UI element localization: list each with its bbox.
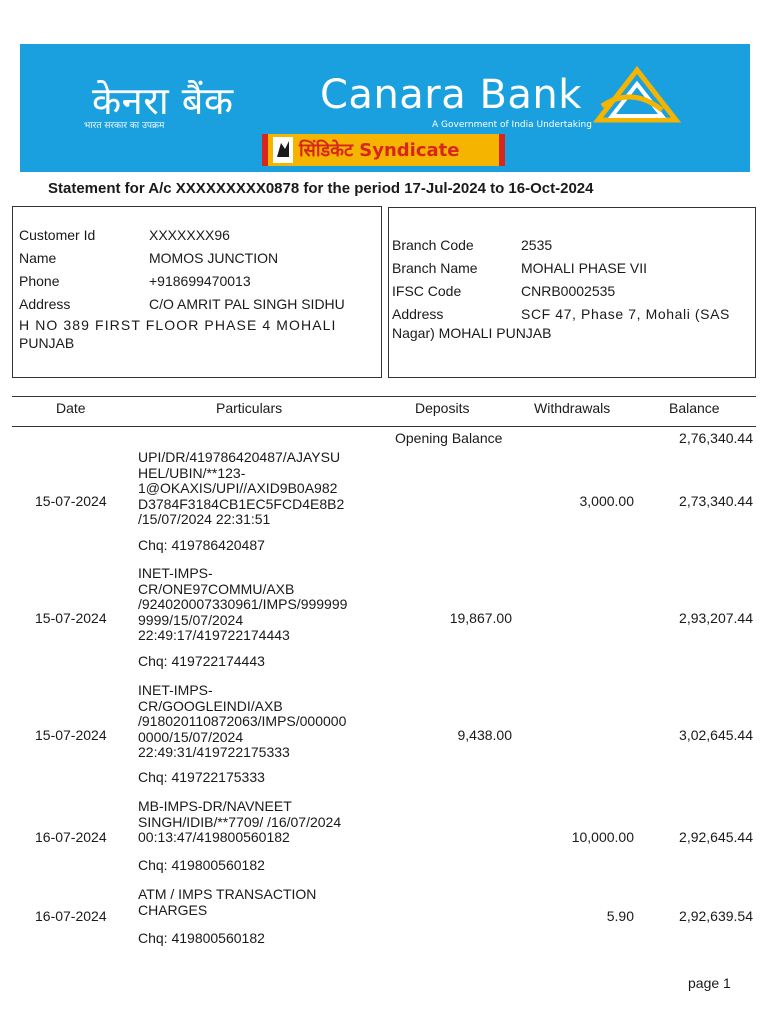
branch-info-box: [388, 207, 756, 378]
bank-tagline-english: A Government of India Undertaking: [432, 120, 592, 130]
row-balance: 2,93,207.44: [679, 610, 753, 626]
row-balance: 2,73,340.44: [679, 493, 753, 509]
customer-name-value: MOMOS JUNCTION: [149, 250, 279, 266]
row-date: 16-07-2024: [35, 908, 107, 924]
row-withdrawal: 10,000.00: [571, 829, 634, 845]
bank-name-hindi: केनरा बैंक: [92, 79, 234, 123]
row-balance: 2,92,645.44: [679, 829, 753, 845]
bank-tagline-hindi: भारत सरकार का उपक्रम: [84, 121, 165, 131]
row-date: 15-07-2024: [35, 727, 107, 743]
customer-address-label: Address: [19, 296, 71, 312]
row-cheque: Chq: 419800560182: [138, 930, 265, 946]
bank-name-english: Canara Bank: [320, 72, 582, 118]
row-date: 15-07-2024: [35, 493, 107, 509]
page-number: page 1: [688, 975, 731, 991]
opening-balance-value: 2,76,340.44: [679, 430, 753, 446]
ifsc-label: IFSC Code: [392, 283, 462, 299]
row-deposit: 9,438.00: [457, 727, 512, 743]
syndicate-emblem-icon: [273, 137, 293, 163]
row-cheque: Chq: 419800560182: [138, 857, 265, 873]
branch-name-label: Branch Name: [392, 260, 478, 276]
customer-address-line1: C/O AMRIT PAL SINGH SIDHU: [149, 296, 345, 312]
branch-address-line2: Nagar) MOHALI PUNJAB: [392, 325, 552, 341]
row-cheque: Chq: 419722175333: [138, 769, 265, 785]
header-particulars: Particulars: [216, 400, 283, 416]
header-balance: Balance: [669, 400, 720, 416]
row-deposit: 19,867.00: [449, 610, 512, 626]
row-particulars: INET-IMPS- CR/ONE97COMMU/AXB /924020007330961/IMPS/999999 9999/15/07/2024 22:49:17/419722174443: [138, 565, 348, 644]
row-balance: 2,92,639.54: [679, 908, 753, 924]
branch-address-line1: SCF 47, Phase 7, Mohali (SAS: [521, 306, 730, 322]
branch-name-value: MOHALI PHASE VII: [521, 260, 648, 276]
row-withdrawal: 3,000.00: [579, 493, 634, 509]
row-balance: 3,02,645.44: [679, 727, 753, 743]
table-header-rule: [12, 426, 756, 427]
table-top-rule: [12, 396, 756, 397]
syndicate-logo: [262, 134, 505, 166]
row-particulars: MB-IMPS-DR/NAVNEET SINGH/IDIB/**7709/ /16/07/2024 00:13:47/419800560182: [138, 798, 342, 846]
customer-address-line2: H NO 389 FIRST FLOOR PHASE 4 MOHALI: [19, 317, 337, 333]
row-cheque: Chq: 419722174443: [138, 653, 265, 669]
bank-banner: [20, 44, 750, 172]
customer-id-value: XXXXXXX96: [149, 227, 230, 243]
row-date: 15-07-2024: [35, 610, 107, 626]
header-deposits: Deposits: [415, 400, 470, 416]
phone-value: +918699470013: [149, 273, 251, 289]
customer-address-line3: PUNJAB: [19, 335, 75, 351]
ifsc-value: CNRB0002535: [521, 283, 616, 299]
syndicate-label: सिंडिकेट Syndicate: [299, 140, 460, 161]
row-date: 16-07-2024: [35, 829, 107, 845]
canara-triangle-logo-icon: [592, 66, 682, 126]
opening-balance-label: Opening Balance: [395, 430, 503, 446]
branch-address-label: Address: [392, 306, 444, 322]
row-cheque: Chq: 419786420487: [138, 537, 265, 553]
statement-title: Statement for A/c XXXXXXXXX0878 for the period 17-Jul-2024 to 16-Oct-2024: [48, 180, 594, 197]
row-particulars: UPI/DR/419786420487/AJAYSU HEL/UBIN/**123- 1@OKAXIS/UPI//AXID9B0A982 D3784F3184CB1EC5FCD4E8B2 /15/07/2024 22:31:51: [138, 449, 345, 528]
row-particulars: ATM / IMPS TRANSACTION CHARGES: [138, 886, 317, 918]
header-date: Date: [56, 400, 86, 416]
row-particulars: INET-IMPS- CR/GOOGLEINDI/AXB /918020110872063/IMPS/000000 0000/15/07/2024 22:49:31/419722175333: [138, 682, 347, 761]
header-withdrawals: Withdrawals: [534, 400, 611, 416]
branch-code-label: Branch Code: [392, 237, 474, 253]
branch-code-value: 2535: [521, 237, 553, 253]
customer-info-box: [12, 206, 382, 378]
phone-label: Phone: [19, 273, 60, 289]
customer-id-label: Customer Id: [19, 227, 96, 243]
customer-name-label: Name: [19, 250, 57, 266]
row-withdrawal: 5.90: [606, 908, 634, 924]
